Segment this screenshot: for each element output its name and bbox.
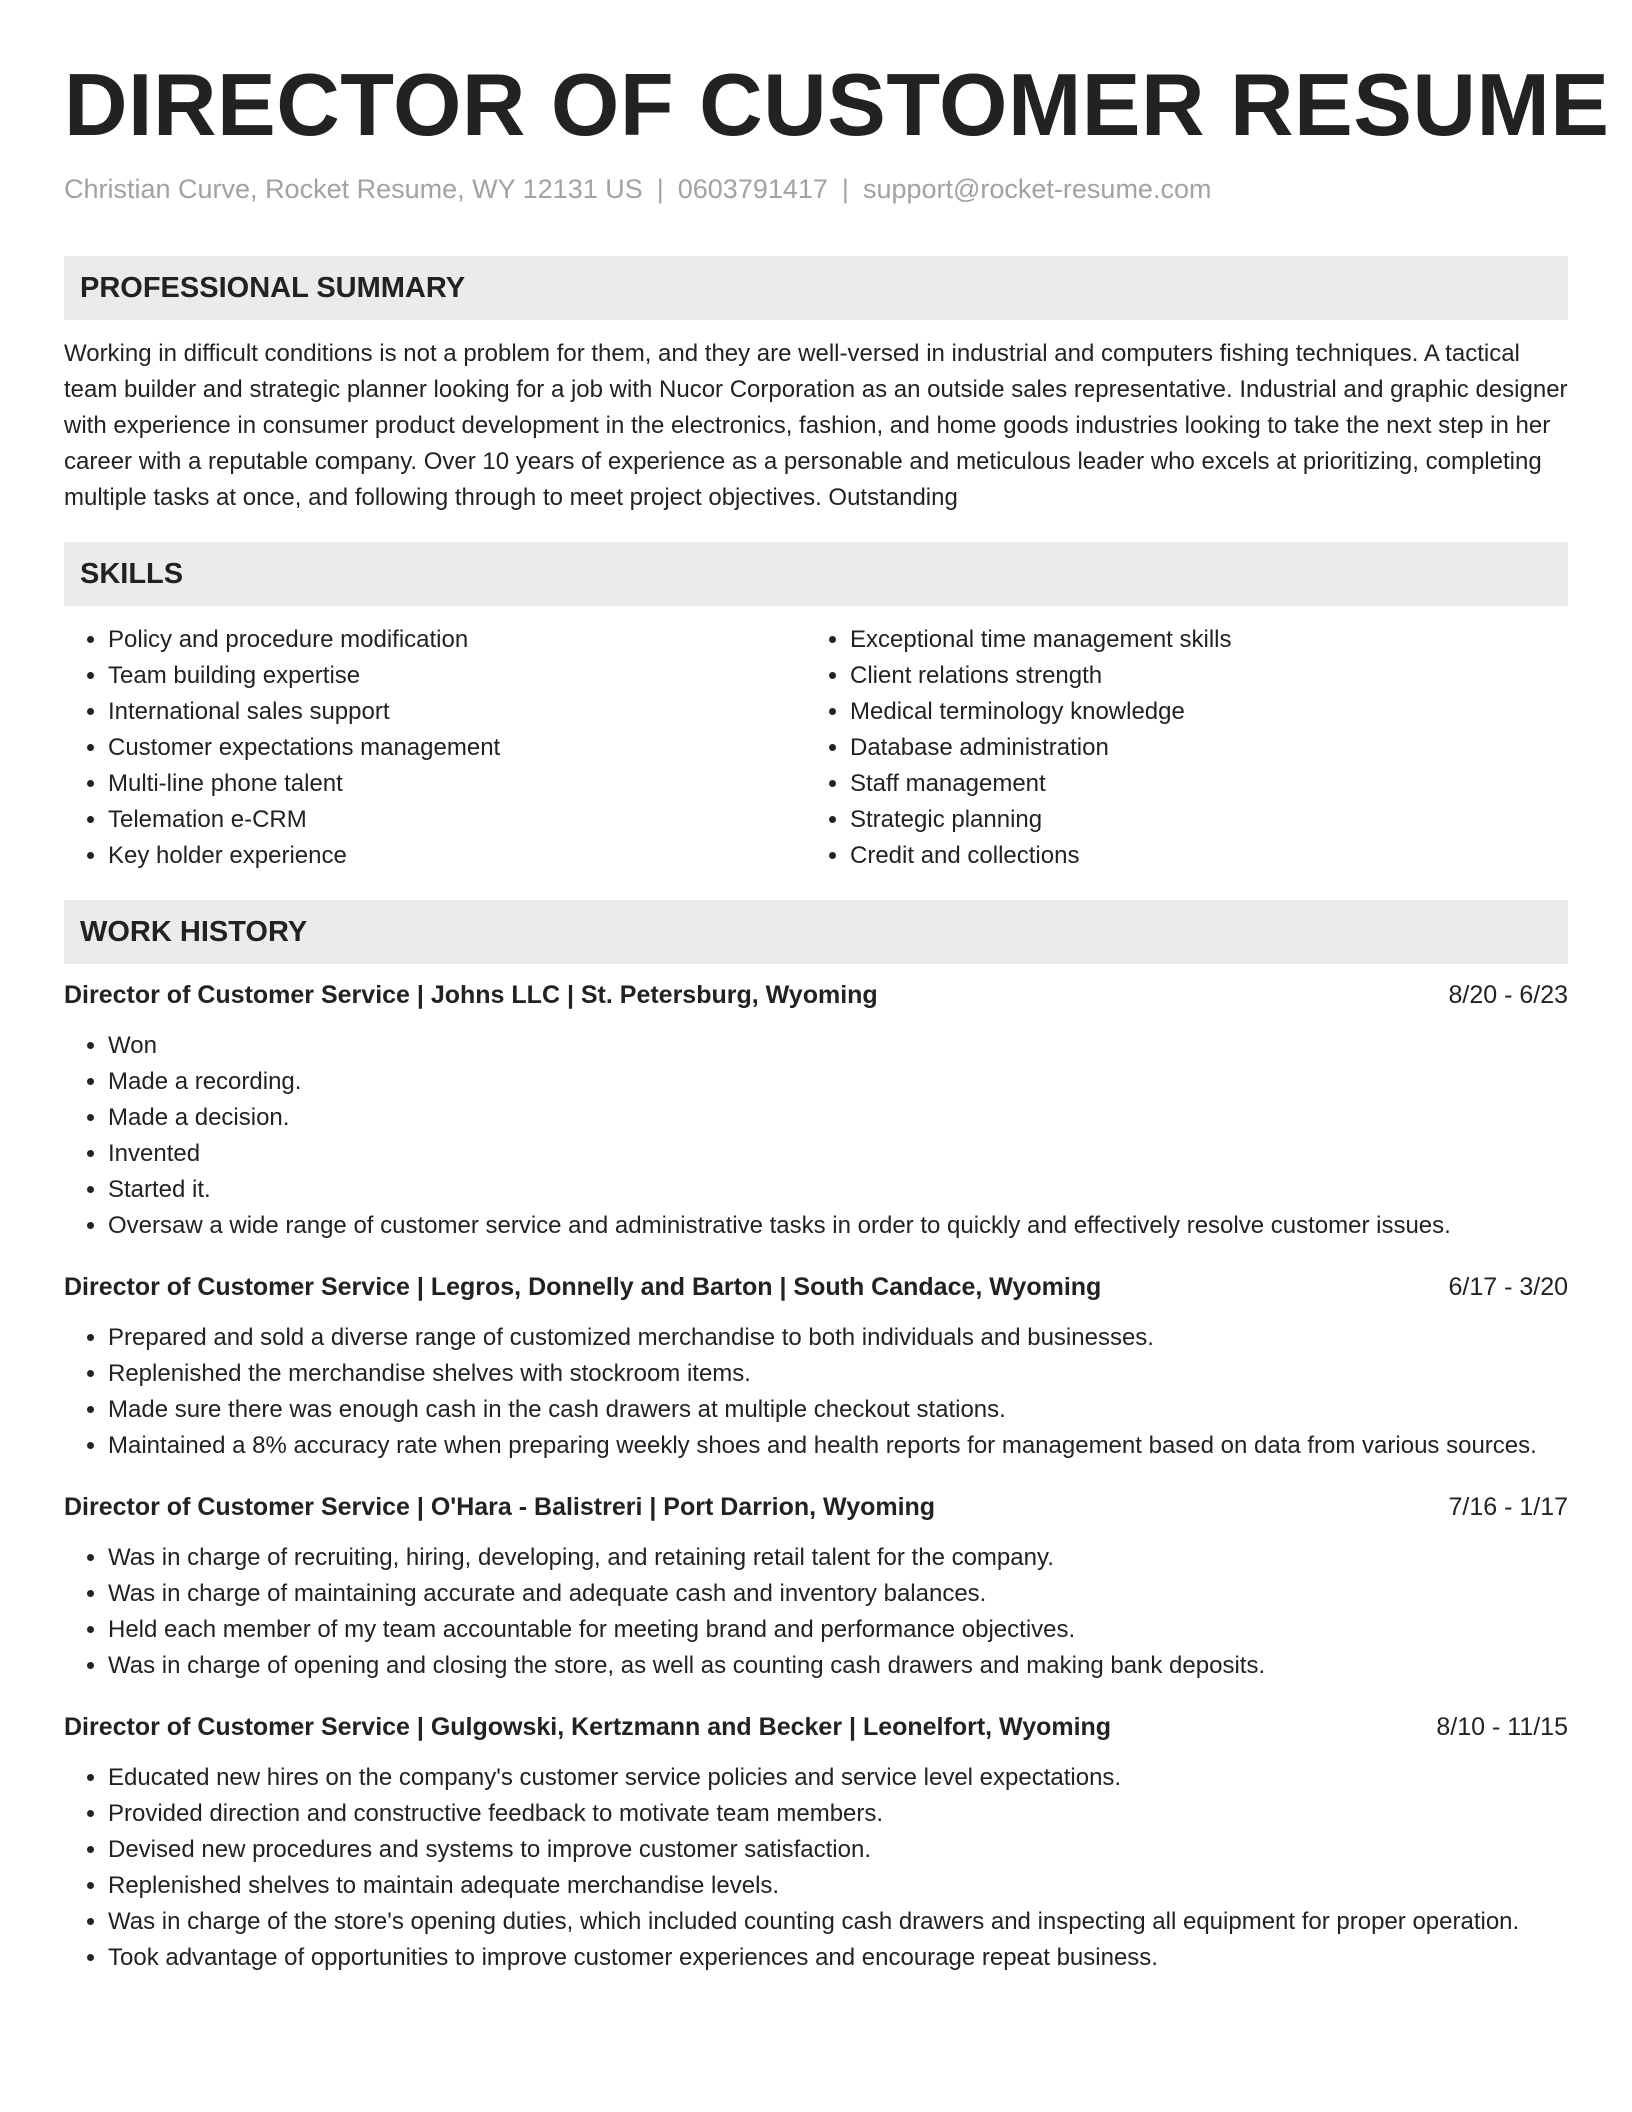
job-header	[64, 978, 1568, 1012]
job-header	[64, 1270, 1568, 1304]
contact-line	[64, 172, 1568, 206]
job-bullets	[64, 1320, 1568, 1464]
skill-item: • International sales support	[108, 694, 806, 730]
contact-separator: |	[656, 174, 664, 204]
job-bullet: • Made a recording.	[108, 1064, 1568, 1100]
job-bullet: • Made a decision.	[108, 1100, 1568, 1136]
skill-item: • Client relations strength	[850, 658, 1548, 694]
job-bullet: • Replenished shelves to maintain adequate merchandise levels.	[108, 1868, 1568, 1904]
contact-address: Christian Curve, Rocket Resume, WY 12131 US	[64, 174, 643, 204]
job-bullet: • Invented	[108, 1136, 1568, 1172]
work-history-list	[64, 978, 1568, 1976]
job-bullet: • Devised new procedures and systems to improve customer satisfaction.	[108, 1832, 1568, 1868]
skill-item: • Medical terminology knowledge	[850, 694, 1548, 730]
job-header	[64, 1710, 1568, 1744]
job-bullet: • Took advantage of opportunities to improve customer experiences and encourage repeat business.	[108, 1940, 1568, 1976]
summary-text: Working in difficult conditions is not a problem for them, and they are well-versed in industrial and computers fishing techniques. A tactical team builder and strategic planner looking for a job with Nucor Corporation as an outside sales representative. Industrial and graphic designer with experience in consumer product development in the electronics, fashion, and home goods industries looking to take the next step in her career with a reputable company. Over 10 years of experience as a personable and meticulous leader who excels at prioritizing, completing multiple tasks at once, and following through to meet project objectives. Outstanding	[64, 340, 1568, 511]
job-entry	[64, 978, 1568, 1244]
job-dates: 8/10 - 11/15	[1436, 1713, 1568, 1741]
job-bullets	[64, 1760, 1568, 1976]
resume-page	[64, 0, 1610, 1976]
job-bullet: • Maintained a 8% accuracy rate when preparing weekly shoes and health reports for management based on data from various sources.	[108, 1428, 1568, 1464]
job-title: Director of Customer Service | O'Hara - Balistreri | Port Darrion, Wyoming	[64, 1493, 936, 1521]
skill-item: • Database administration	[850, 730, 1548, 766]
contact-phone: 0603791417	[677, 174, 828, 204]
job-bullets	[64, 1028, 1568, 1244]
job-bullet: • Provided direction and constructive feedback to motivate team members.	[108, 1796, 1568, 1832]
job-bullet: • Prepared and sold a diverse range of customized merchandise to both individuals and businesses.	[108, 1320, 1568, 1356]
skills-column-left	[64, 622, 806, 874]
skill-item: • Multi-line phone talent	[108, 766, 806, 802]
job-entry	[64, 1710, 1568, 1976]
job-bullet: • Was in charge of recruiting, hiring, developing, and retaining retail talent for the company.	[108, 1540, 1568, 1576]
skill-item: • Strategic planning	[850, 802, 1548, 838]
section-header-work-history: WORK HISTORY	[64, 900, 1568, 964]
job-bullet: • Held each member of my team accountable for meeting brand and performance objectives.	[108, 1612, 1568, 1648]
skills-column-right	[806, 622, 1548, 874]
job-entry	[64, 1490, 1568, 1684]
job-dates: 7/16 - 1/17	[1448, 1493, 1568, 1521]
job-bullet: • Won	[108, 1028, 1568, 1064]
job-bullet: • Oversaw a wide range of customer service and administrative tasks in order to quickly and effectively resolve customer issues.	[108, 1208, 1568, 1244]
job-bullet: • Educated new hires on the company's customer service policies and service level expectations.	[108, 1760, 1568, 1796]
skill-item: • Exceptional time management skills	[850, 622, 1548, 658]
job-bullets	[64, 1540, 1568, 1684]
job-bullet: • Was in charge of opening and closing the store, as well as counting cash drawers and making bank deposits.	[108, 1648, 1568, 1684]
job-entry	[64, 1270, 1568, 1464]
skill-item: • Policy and procedure modification	[108, 622, 806, 658]
job-title: Director of Customer Service | Legros, Donnelly and Barton | South Candace, Wyoming	[64, 1273, 1102, 1301]
job-bullet: • Made sure there was enough cash in the cash drawers at multiple checkout stations.	[108, 1392, 1568, 1428]
job-bullet: • Was in charge of the store's opening duties, which included counting cash drawers and inspecting all equipment for proper operation.	[108, 1904, 1568, 1940]
skill-item: • Team building expertise	[108, 658, 806, 694]
skill-item: • Staff management	[850, 766, 1548, 802]
job-bullet: • Was in charge of maintaining accurate and adequate cash and inventory balances.	[108, 1576, 1568, 1612]
contact-email: support@rocket-resume.com	[862, 174, 1212, 204]
skill-item: • Credit and collections	[850, 838, 1548, 874]
job-dates: 6/17 - 3/20	[1448, 1273, 1568, 1301]
skill-item: • Telemation e-CRM	[108, 802, 806, 838]
section-header-skills: SKILLS	[64, 542, 1568, 606]
job-title: Director of Customer Service | Gulgowski, Kertzmann and Becker | Leonelfort, Wyoming	[64, 1713, 1112, 1741]
section-header-summary: PROFESSIONAL SUMMARY	[64, 256, 1568, 320]
contact-separator: |	[841, 174, 849, 204]
skill-item: • Customer expectations management	[108, 730, 806, 766]
job-header	[64, 1490, 1568, 1524]
job-bullet: • Replenished the merchandise shelves with stockroom items.	[108, 1356, 1568, 1392]
job-title: Director of Customer Service | Johns LLC | St. Petersburg, Wyoming	[64, 981, 878, 1009]
job-bullet: • Started it.	[108, 1172, 1568, 1208]
skills-list	[64, 622, 1568, 874]
skill-item: • Key holder experience	[108, 838, 806, 874]
job-dates: 8/20 - 6/23	[1448, 981, 1568, 1009]
resume-title: DIRECTOR OF CUSTOMER RESUME	[64, 55, 1610, 154]
